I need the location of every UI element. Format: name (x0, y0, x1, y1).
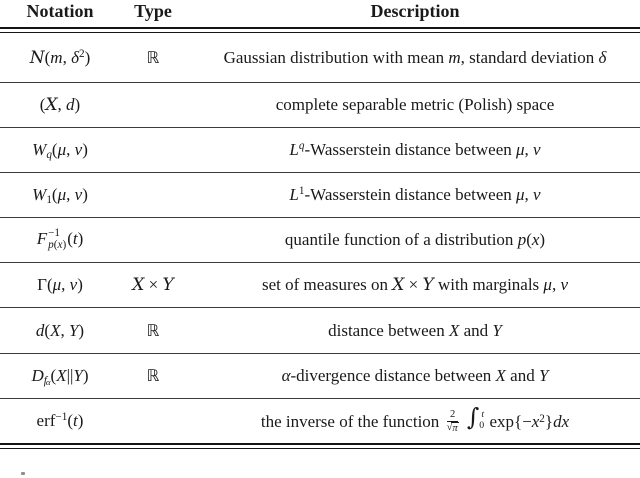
notation-cell: Γ(μ, ν) (37, 275, 83, 295)
table-row (0, 353, 640, 398)
table-row (0, 398, 640, 443)
notation-cell: Wq(μ, ν) (32, 139, 88, 161)
description-cell: complete separable metric (Polish) space (275, 94, 555, 114)
footnote-superscript-fragment (21, 472, 25, 475)
type-cell: ℝ (146, 320, 160, 340)
table-row (0, 307, 640, 352)
table-row (0, 34, 640, 82)
type-cell: ℝ (146, 365, 160, 385)
table-body (0, 34, 640, 444)
header-double-rule (0, 27, 640, 33)
notation-cell: $Df_\alpha(X||Y)$ (31, 365, 89, 388)
notation-cell: W1(μ, ν) (32, 185, 88, 206)
table-row (0, 82, 640, 127)
notation-cell: erf$^{-1}$(t) (36, 410, 84, 430)
table-row (0, 262, 640, 307)
type-cell: X × Y (132, 275, 174, 296)
notation-cell: F −1 p(x) (t) (36, 226, 84, 252)
table-row (0, 217, 640, 262)
description-cell: $L^q$-Wasserstein distance between μ, ν (289, 139, 541, 159)
table-header-row (0, 0, 640, 27)
header-notation: Notation (26, 1, 94, 21)
type-cell: ℝ (146, 47, 160, 67)
description-cell: $L^1$-Wasserstein distance between μ, ν (289, 185, 541, 205)
description-cell: distance between X and Y (328, 320, 502, 340)
description-cell: Gaussian distribution with mean m, standard deviation δ (223, 47, 607, 67)
notation-cell: d(X, Y) (35, 320, 85, 340)
notation-cell: (X, d) (39, 94, 81, 115)
header-description: Description (370, 1, 460, 21)
notation-cell: N(m, $\delta^2$) (29, 47, 91, 68)
description-cell: quantile function of a distribution p(x) (284, 230, 546, 250)
description-cell: α-divergence distance between X and Y (281, 365, 549, 385)
bottom-double-rule (0, 443, 640, 449)
header-type: Type (134, 1, 172, 21)
description-cell: set of measures on X × Y with marginals μ, ν (261, 275, 569, 296)
description-cell: the inverse of the function 2 √ π ∫ t 0 $\exp\{-x^2\}dx$ (260, 403, 570, 435)
table-row (0, 127, 640, 172)
table-row (0, 172, 640, 217)
